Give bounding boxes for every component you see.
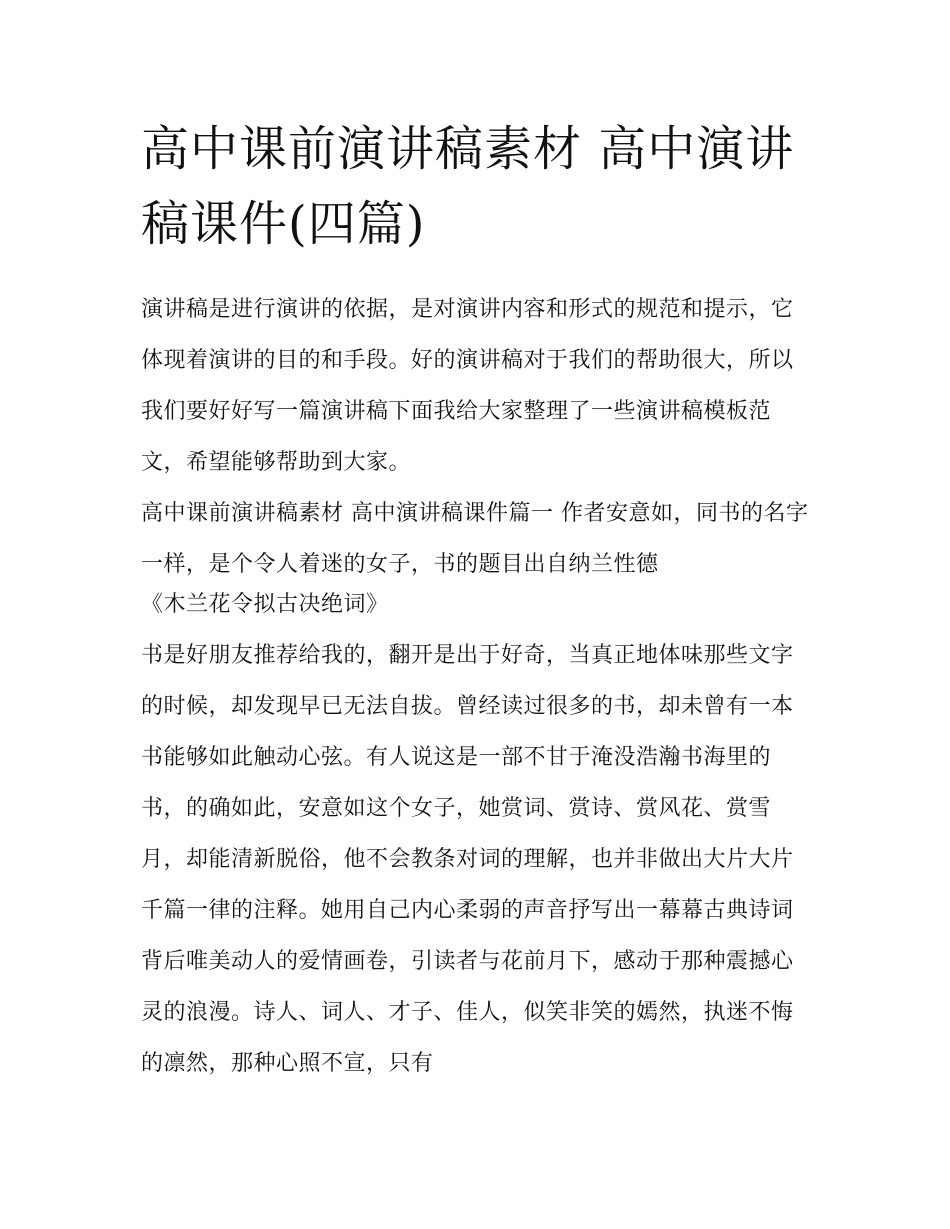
document-content [141, 112, 813, 1089]
body-paragraph: 书是好朋友推荐给我的，翻开是出于好奇，当真正地体味那些文字的时候，却发现早已无法自拔。曾经读过很多的书，却未曾有一本书能够如此触动心弦。有人说这是一部不甘于淹没浩瀚书海里的书，的确如此，安意如这个女子，她赏词、赏诗、赏风花、赏雪月，却能清新脱俗，他不会教条对词的理解，也并非做出大片大片千篇一律的注释。她用自己内心柔弱的声音抒写出一幕幕古典诗词背后唯美动人的爱情画卷，引读者与花前月下，感动于那种震撼心灵的浪漫。诗人、词人、才子、佳人，似笑非笑的嫣然，执迷不悔的凛然，那种心照不宣，只有 [141, 643, 794, 1076]
document-title: 高中课前演讲稿素材 高中演讲稿课件(四篇) [141, 121, 795, 252]
section-one-paragraph: 高中课前演讲稿素材 高中演讲稿课件篇一 作者安意如，同书的名字一样，是个令人着迷的女子，书的题目出自纳兰性德 [141, 501, 809, 577]
book-title-line: 《木兰花令拟古决绝词》 [141, 592, 389, 617]
intro-paragraph: 演讲稿是进行演讲的依据，是对演讲内容和形式的规范和提示，它体现着演讲的目的和手段。好的演讲稿对于我们的帮助很大，所以我们要好好写一篇演讲稿下面我给大家整理了一些演讲稿模板范文，希望能够帮助到大家。 [141, 297, 794, 475]
